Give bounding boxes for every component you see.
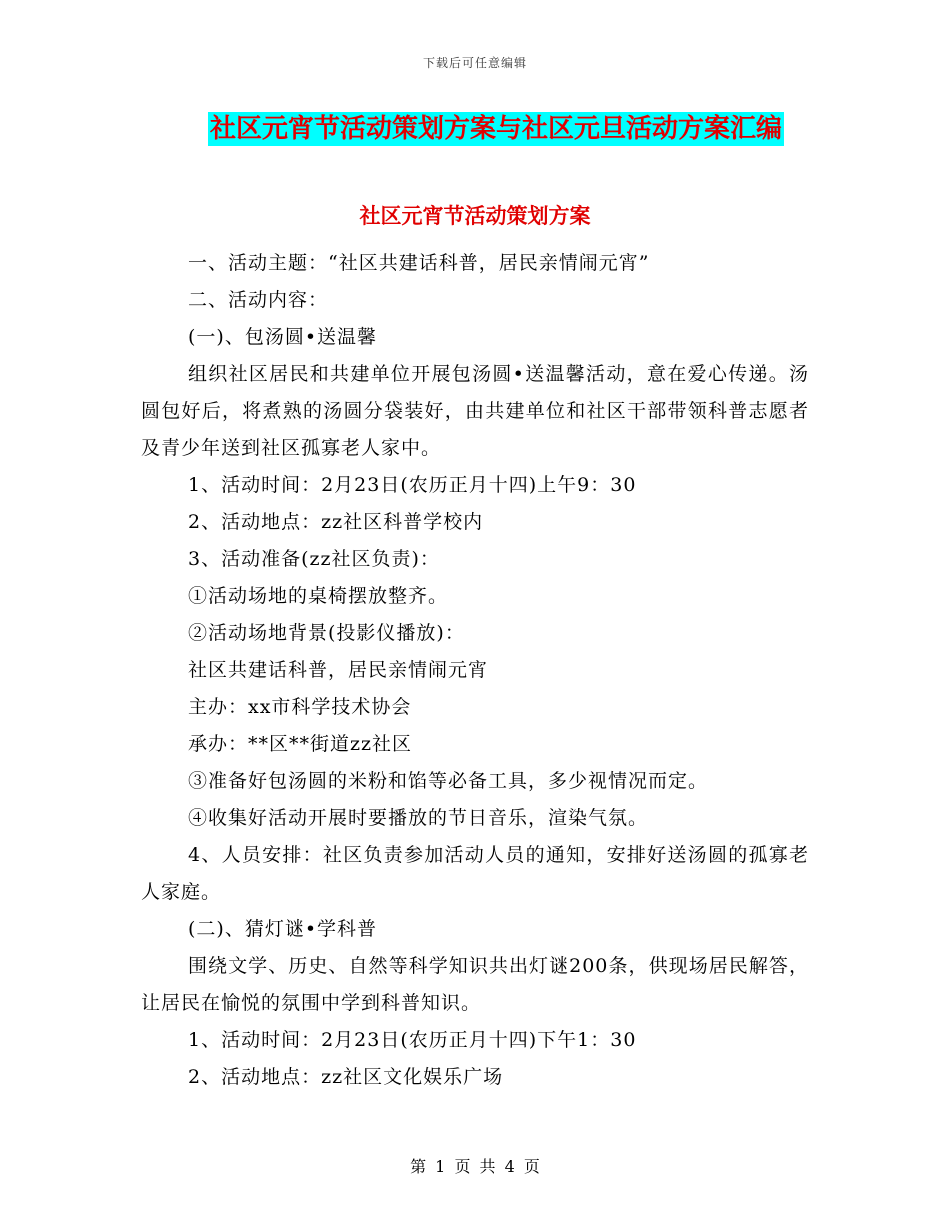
paragraph: 社区共建话科普，居民亲情闹元宵 <box>188 659 489 681</box>
page-footer: 第 1 页 共 4 页 <box>410 1157 540 1176</box>
paragraph: 围绕文学、历史、自然等科学知识共出灯谜200条，供现场居民解答，让居民在愉悦的氛围中学到科普知识。 <box>141 955 809 1014</box>
paragraph: ③准备好包汤圆的米粉和馅等必备工具，多少视情况而定。 <box>188 770 709 792</box>
paragraph: 2、活动地点：zz社区文化娱乐广场 <box>188 1066 504 1088</box>
paragraph: (二)、猜灯谜•学科普 <box>188 918 378 940</box>
paragraph: 1、活动时间：2月23日(农历正月十四)上午9：30 <box>188 474 637 496</box>
paragraph: 4、人员安排：社区负责参加活动人员的通知，安排好送汤圆的孤寡老人家庭。 <box>141 844 809 903</box>
document-body <box>141 245 809 1096</box>
paragraph: 2、活动地点：zz社区科普学校内 <box>188 511 484 533</box>
paragraph: 3、活动准备(zz社区负责)： <box>188 548 440 570</box>
paragraph: 二、活动内容： <box>188 289 329 311</box>
paragraph: ②活动场地背景(投影仪播放)： <box>188 622 465 644</box>
document-title: 社区元宵节活动策划方案与社区元旦活动方案汇编 <box>210 114 783 144</box>
paragraph: (一)、包汤圆•送温馨 <box>188 326 378 348</box>
paragraph: 一、活动主题：“社区共建话科普，居民亲情闹元宵” <box>188 252 650 274</box>
paragraph: 承办：**区**街道zz社区 <box>188 733 413 755</box>
paragraph: 主办：xx市科学技术协会 <box>188 696 412 718</box>
paragraph: ①活动场地的桌椅摆放整齐。 <box>188 585 449 607</box>
header-note: 下载后可任意编辑 <box>422 56 527 70</box>
paragraph: ④收集好活动开展时要播放的节日音乐，渲染气氛。 <box>188 807 649 829</box>
paragraph: 1、活动时间：2月23日(农历正月十四)下午1：30 <box>188 1029 637 1051</box>
section-title: 社区元宵节活动策划方案 <box>359 204 591 228</box>
paragraph: 组织社区居民和共建单位开展包汤圆•送温馨活动，意在爱心传递。汤圆包好后，将煮熟的汤圆分袋装好，由共建单位和社区干部带领科普志愿者及青少年送到社区孤寡老人家中。 <box>141 363 809 459</box>
